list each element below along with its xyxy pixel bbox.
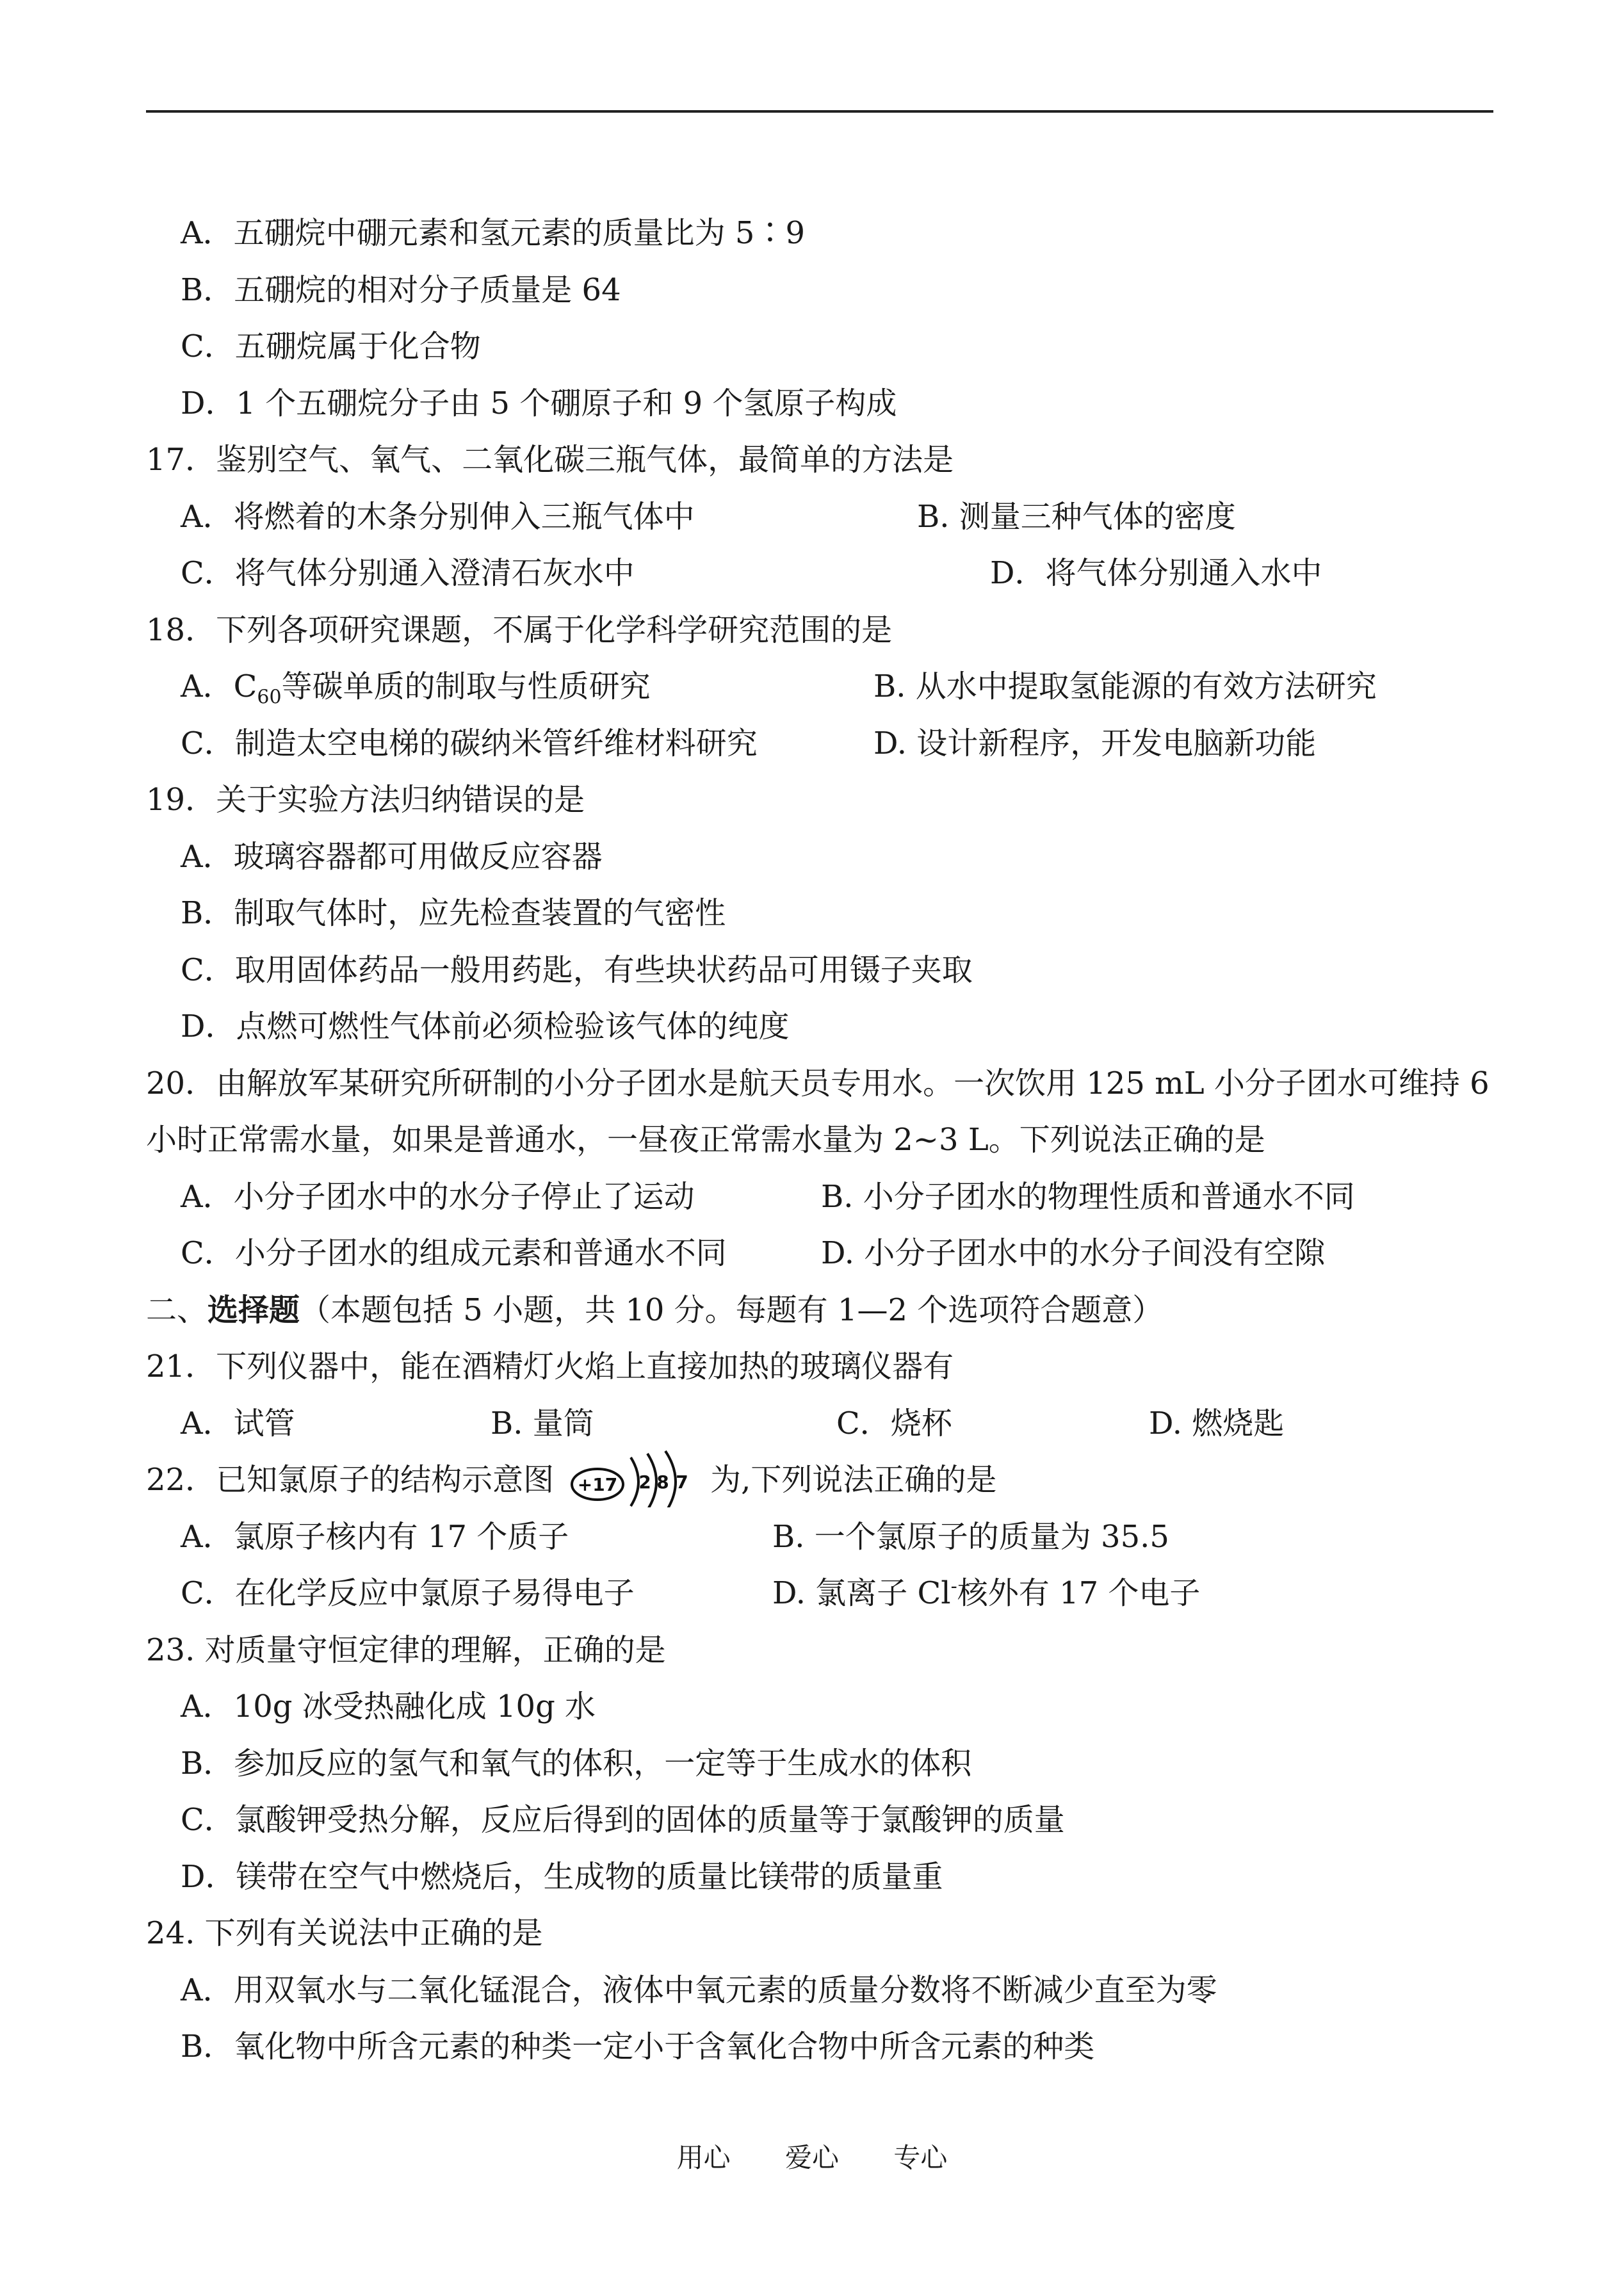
q16-option-c: C．五硼烷属于化合物	[181, 328, 481, 364]
q18-option-a-subscript: 60	[257, 686, 282, 709]
q17-stem: 17．鉴别空气、氧气、二氧化碳三瓶气体，最简单的方法是	[146, 442, 954, 478]
q20-stem-line2: 小时正常需水量，如果是普通水，一昼夜正常需水量为 2~3 L。下列说法正确的是	[146, 1122, 1265, 1158]
q22-options-row2	[146, 1565, 1493, 1622]
q17-option-a: A．将燃着的木条分别伸入三瓶气体中	[181, 498, 695, 535]
q20-options-row2	[146, 1225, 1493, 1282]
q22-stem-after: 为,下列说法正确的是	[710, 1462, 997, 1498]
footer-word-1: 用心	[676, 2142, 731, 2173]
electron-count-shell-3: 7	[676, 1471, 688, 1493]
q20-options-row1	[146, 1169, 1493, 1226]
exam-page	[146, 205, 1493, 2075]
footer-word-2: 爱心	[784, 2142, 839, 2173]
q17-option-b: B. 测量三种气体的密度	[917, 498, 1236, 535]
electron-count-shell-2: 8	[656, 1471, 669, 1493]
q20-stem-line1: 20．由解放军某研究所研制的小分子团水是航天员专用水。一次饮用 125 mL 小分子团水可维持 6	[146, 1065, 1490, 1101]
q19-stem: 19．关于实验方法归纳错误的是	[146, 782, 585, 818]
q24-stem: 24. 下列有关说法中正确的是	[146, 1915, 543, 1951]
section-2-heading	[146, 1282, 1493, 1339]
section-2-prefix: 二、	[146, 1292, 208, 1328]
q20-option-c: C．小分子团水的组成元素和普通水不同	[181, 1235, 727, 1271]
q18-stem: 18．下列各项研究课题，不属于化学科学研究范围的是	[146, 612, 893, 648]
q22-option-d-suffix: 核外有 17 个电子	[957, 1575, 1201, 1611]
q17-option-d: D．将气体分别通入水中	[990, 555, 1322, 591]
q17-options-row1	[146, 489, 1493, 546]
q18-option-a-prefix: A．C	[181, 669, 257, 704]
q19-option-c: C．取用固体药品一般用药匙，有些块状药品可用镊子夹取	[181, 952, 973, 988]
q23-option-b: B．参加反应的氢气和氧气的体积，一定等于生成水的体积	[181, 1745, 972, 1781]
q24-option-a: A．用双氧水与二氧化锰混合，液体中氧元素的质量分数将不断减少直至为零	[181, 1972, 1217, 2008]
q17-options-row2	[146, 545, 1493, 602]
q20-option-b: B. 小分子团水的物理性质和普通水不同	[821, 1178, 1355, 1215]
q18-options-row2	[146, 715, 1493, 772]
q20-option-d: D. 小分子团水中的水分子间没有空隙	[821, 1235, 1326, 1271]
section-2-note: （本题包括 5 小题，共 10 分。每题有 1—2 个选项符合题意）	[300, 1292, 1164, 1328]
q23-stem: 23. 对质量守恒定律的理解，正确的是	[146, 1632, 666, 1668]
q22-option-d-prefix: D. 氯离子 Cl	[772, 1575, 951, 1611]
q18-option-d: D. 设计新程序，开发电脑新功能	[873, 725, 1317, 761]
q18-option-c: C．制造太空电梯的碳纳米管纤维材料研究	[181, 725, 758, 761]
q22-option-b: B. 一个氯原子的质量为 35.5	[772, 1518, 1169, 1555]
footer-word-3: 专心	[893, 2142, 948, 2173]
q22-options-row1	[146, 1509, 1493, 1566]
q21-options-row	[146, 1395, 1493, 1452]
q19-option-b: B．制取气体时，应先检查装置的气密性	[181, 895, 726, 931]
q21-option-d: D. 燃烧匙	[1149, 1405, 1285, 1441]
q21-option-b: B. 量筒	[491, 1405, 594, 1441]
q22-stem	[146, 1452, 1493, 1509]
q18-options-row1	[146, 658, 1493, 715]
q23-option-d: D．镁带在空气中燃烧后，生成物的质量比镁带的质量重	[181, 1858, 943, 1895]
q18-option-a-suffix: 等碳单质的制取与性质研究	[281, 669, 651, 704]
q16-option-b: B．五硼烷的相对分子质量是 64	[181, 272, 621, 308]
q21-stem: 21．下列仪器中，能在酒精灯火焰上直接加热的玻璃仪器有	[146, 1349, 954, 1384]
q18-option-b: B. 从水中提取氢能源的有效方法研究	[873, 669, 1377, 704]
q19-option-d: D．点燃可燃性气体前必须检验该气体的纯度	[181, 1009, 790, 1044]
q22-option-c: C．在化学反应中氯原子易得电子	[181, 1575, 635, 1611]
q18-option-a	[181, 669, 651, 709]
q24-option-b: B．氧化物中所含元素的种类一定小于含氧化合物中所含元素的种类	[181, 2029, 1095, 2064]
electron-shell-1	[631, 1457, 638, 1506]
electron-count-shell-1: 2	[638, 1471, 651, 1493]
header-rule	[146, 110, 1493, 113]
atom-nucleus-charge: +17	[577, 1473, 618, 1495]
q16-option-d: D．1 个五硼烷分子由 5 个硼原子和 9 个氢原子构成	[181, 385, 897, 421]
q19-option-a: A．玻璃容器都可用做反应容器	[181, 838, 603, 875]
q23-option-a: A．10g 冰受热融化成 10g 水	[181, 1689, 596, 1724]
q21-option-a: A．试管	[181, 1405, 295, 1441]
q23-option-c: C．氯酸钾受热分解，反应后得到的固体的质量等于氯酸钾的质量	[181, 1802, 1065, 1838]
q20-option-a: A．小分子团水中的水分子停止了运动	[181, 1178, 695, 1215]
chlorine-atom-structure-diagram	[569, 1450, 697, 1507]
q22-option-a: A．氯原子核内有 17 个质子	[181, 1518, 569, 1555]
q22-stem-before: 22．已知氯原子的结构示意图	[146, 1462, 555, 1498]
q17-option-c: C．将气体分别通入澄清石灰水中	[181, 555, 635, 591]
q22-option-d	[772, 1565, 1200, 1622]
section-2-title: 选择题	[207, 1292, 300, 1328]
q16-option-a: A．五硼烷中硼元素和氢元素的质量比为 5∶9	[181, 215, 806, 251]
q21-option-c: C．烧杯	[836, 1405, 952, 1441]
q22-option-d-superscript: -	[950, 1575, 957, 1598]
page-footer	[0, 2139, 1624, 2177]
